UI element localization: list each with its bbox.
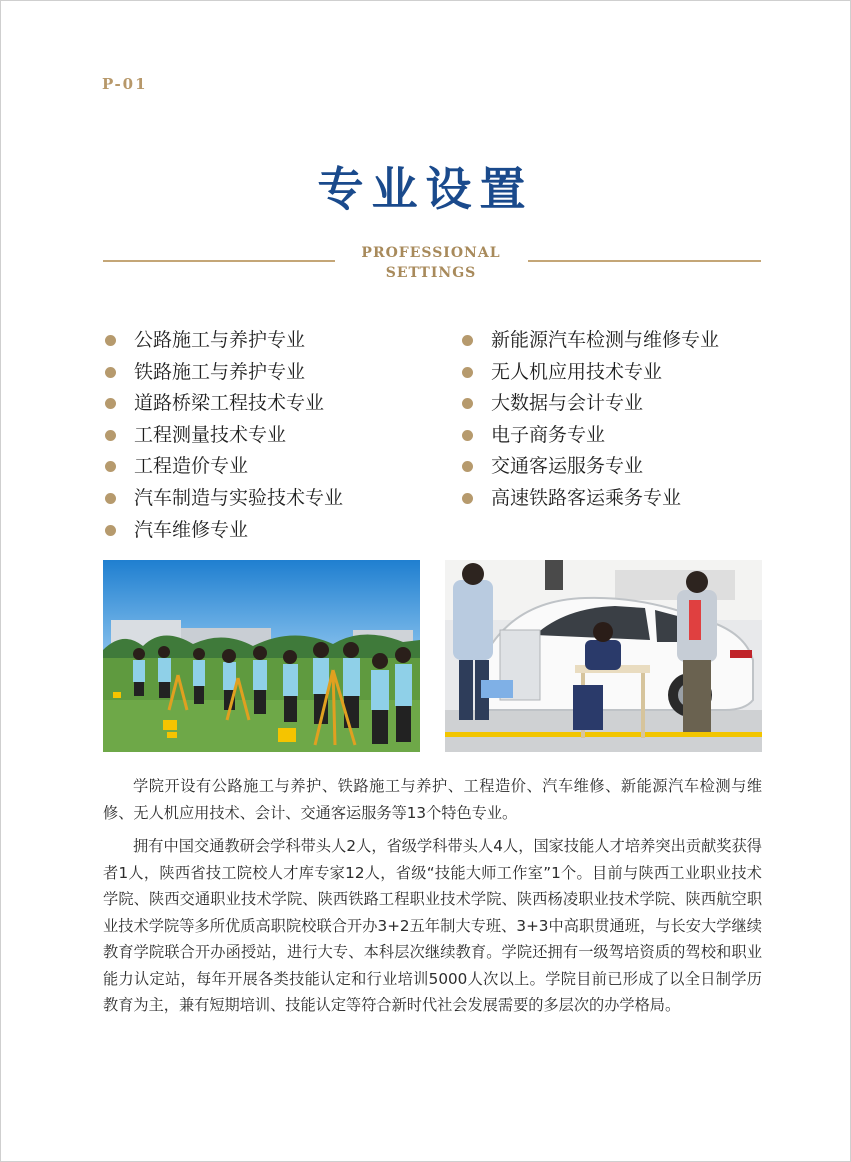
- major-item: [105, 515, 343, 547]
- subtitle-line-1: PROFESSIONAL: [361, 245, 501, 261]
- bullet-dot-icon: [462, 398, 473, 409]
- faculty-paragraph: 拥有中国交通教研会学科带头人2人，省级学科带头人4人，国家技能人才培养突出贡献奖获得者1人，陕西省技工院校人才库专家12人，省级“技能大师工作室”1个。目前与陕西工业职业技术学院、陕西交通职业技术学院、陕西铁路工程职业技术学院、陕西杨凌职业技术学院、陕西航空职业技术学院等多所优质高职院校联合开办3+2五年制大专班、3+3中高职贯通班，与长安大学继续教育学院联合开办函授站，进行大专、本科层次继续教育。学院还拥有一级驾培资质的驾校和职业能力认定站，每年开展各类技能认定和行业培训5000人次以上。学院目前已形成了以全日制学历教育为主，兼有短期培训、技能认定等符合新时代社会发展需要的多层次的办学格局。: [103, 837, 762, 1014]
- major-item: [462, 325, 719, 357]
- major-item: [462, 420, 719, 452]
- majors-list-left: [105, 325, 343, 546]
- bullet-dot-icon: [462, 461, 473, 472]
- bullet-dot-icon: [462, 430, 473, 441]
- bullet-dot-icon: [105, 493, 116, 504]
- major-item: [462, 483, 719, 515]
- bullet-dot-icon: [462, 493, 473, 504]
- major-label: 新能源汽车检测与维修专业: [491, 329, 720, 351]
- bullet-dot-icon: [105, 430, 116, 441]
- page-number: P-01: [102, 75, 148, 93]
- intro-paragraph: 学院开设有公路施工与养护、铁路施工与养护、工程造价、汽车维修、新能源汽车检测与维修、无人机应用技术、会计、交通客运服务等13个特色专业。: [103, 777, 762, 822]
- major-label: 公路施工与养护专业: [134, 329, 306, 351]
- major-label: 汽车维修专业: [134, 518, 249, 541]
- major-item: [462, 388, 719, 420]
- page-title: 专业设置: [317, 162, 534, 216]
- major-item: [105, 388, 343, 420]
- subtitle-line-2: SETTINGS: [385, 265, 477, 281]
- surveying-practice-photo: [103, 560, 420, 752]
- bullet-dot-icon: [105, 461, 116, 472]
- major-label: 大数据与会计专业: [491, 392, 644, 415]
- major-item: [105, 357, 343, 389]
- vehicle-inspection-photo: [445, 560, 762, 752]
- major-label: 汽车制造与实验技术专业: [134, 486, 344, 509]
- major-label: 工程测量技术专业: [134, 423, 287, 446]
- title-divider-left: [103, 260, 335, 262]
- major-label: 道路桥梁工程技术专业: [134, 392, 325, 415]
- major-item: [105, 483, 343, 515]
- bullet-dot-icon: [462, 335, 473, 346]
- major-label: 工程造价专业: [134, 455, 249, 478]
- bullet-dot-icon: [105, 335, 116, 346]
- major-item: [105, 325, 343, 357]
- bullet-dot-icon: [462, 367, 473, 378]
- major-label: 无人机应用技术专业: [491, 360, 663, 383]
- major-item: [105, 451, 343, 483]
- bullet-dot-icon: [105, 398, 116, 409]
- bullet-dot-icon: [105, 367, 116, 378]
- title-divider-right: [528, 260, 761, 262]
- major-item: [462, 451, 719, 483]
- majors-list-right: [462, 325, 719, 515]
- major-label: 电子商务专业: [491, 423, 606, 446]
- major-item: [105, 420, 343, 452]
- major-item: [462, 357, 719, 389]
- bullet-dot-icon: [105, 525, 116, 536]
- major-label: 铁路施工与养护专业: [134, 360, 306, 383]
- major-label: 交通客运服务专业: [491, 455, 644, 478]
- major-label: 高速铁路客运乘务专业: [491, 486, 682, 509]
